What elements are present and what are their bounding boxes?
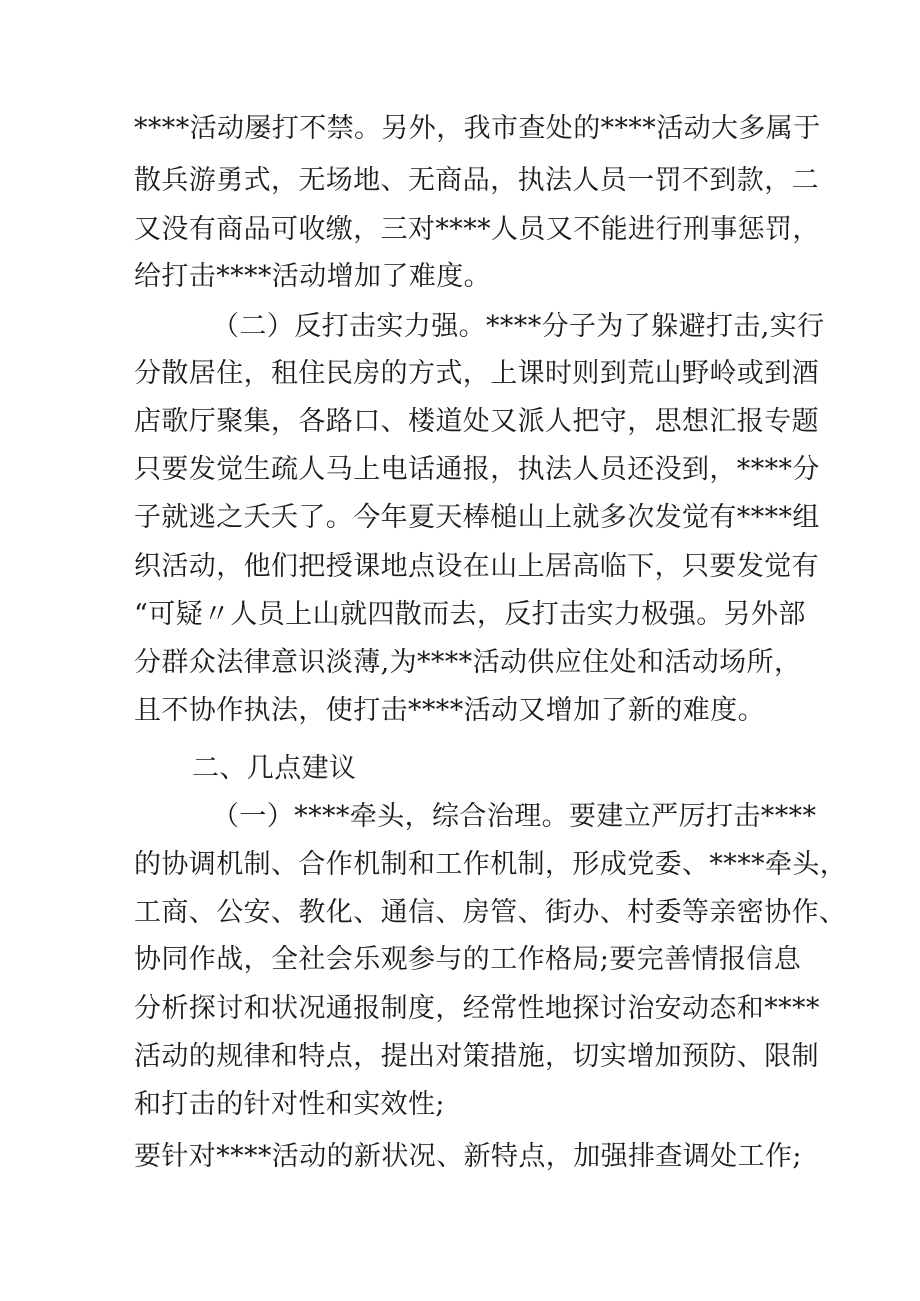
text-line: “可疑〃人员上山就四散而去，反打击实力极强。另外部	[134, 599, 806, 630]
text-line: 又没有商品可收缴，三对****人员又不能进行刑事惩罚，	[134, 214, 820, 245]
text-line: 分析探讨和状况通报制度，经常性地探讨治安动态和****	[134, 993, 820, 1024]
text-line: 分群众法律意识淡薄,为****活动供应住处和活动场所，	[134, 647, 802, 678]
text-line: 店歌厅聚集，各路口、楼道处又派人把守，思想汇报专题	[134, 406, 819, 437]
text-line: 协同作战，全社会乐观参与的工作格局;要完善情报信息	[134, 944, 802, 975]
text-line: 子就逃之夭夭了。今年夏天棒槌山上就多次发觉有****组	[134, 502, 820, 533]
text-line: 织活动，他们把授课地点设在山上居高临下，只要发觉有	[134, 551, 819, 582]
text-line: 要针对****活动的新状况、新特点，加强排查调处工作;	[134, 1141, 802, 1172]
text-line: 的协调机制、合作机制和工作机制，形成党委、****牵头，	[134, 849, 848, 880]
section-heading-2: （二）反打击实力强。****分子为了躲避打击,实行	[212, 311, 825, 342]
section-heading-1: （一）****牵头，综合治理。要建立严厉打击****	[212, 801, 817, 832]
text-line: 且不协作执法，使打击****活动又增加了新的难度。	[134, 695, 765, 726]
text-line: 工商、公安、教化、通信、房管、街办、村委等亲密协作、	[134, 897, 847, 928]
text-line: 给打击****活动增加了难度。	[134, 261, 491, 292]
text-line: 分散居住，租住民房的方式，上课时则到荒山野岭或到酒	[134, 358, 819, 389]
section-title: 二、几点建议	[192, 753, 357, 784]
text-line: 活动的规律和特点，提出对策措施，切实增加预防、限制	[134, 1041, 819, 1072]
text-line: 和打击的针对性和实效性;	[134, 1089, 445, 1120]
text-line: ****活动屡打不禁。另外，我市查处的****活动大多属于	[134, 113, 821, 144]
text-line: 散兵游勇式，无场地、无商品，执法人员一罚不到款，二	[134, 165, 819, 196]
text-line: 只要发觉生疏人马上电话通报，执法人员还没到，****分	[134, 454, 820, 485]
